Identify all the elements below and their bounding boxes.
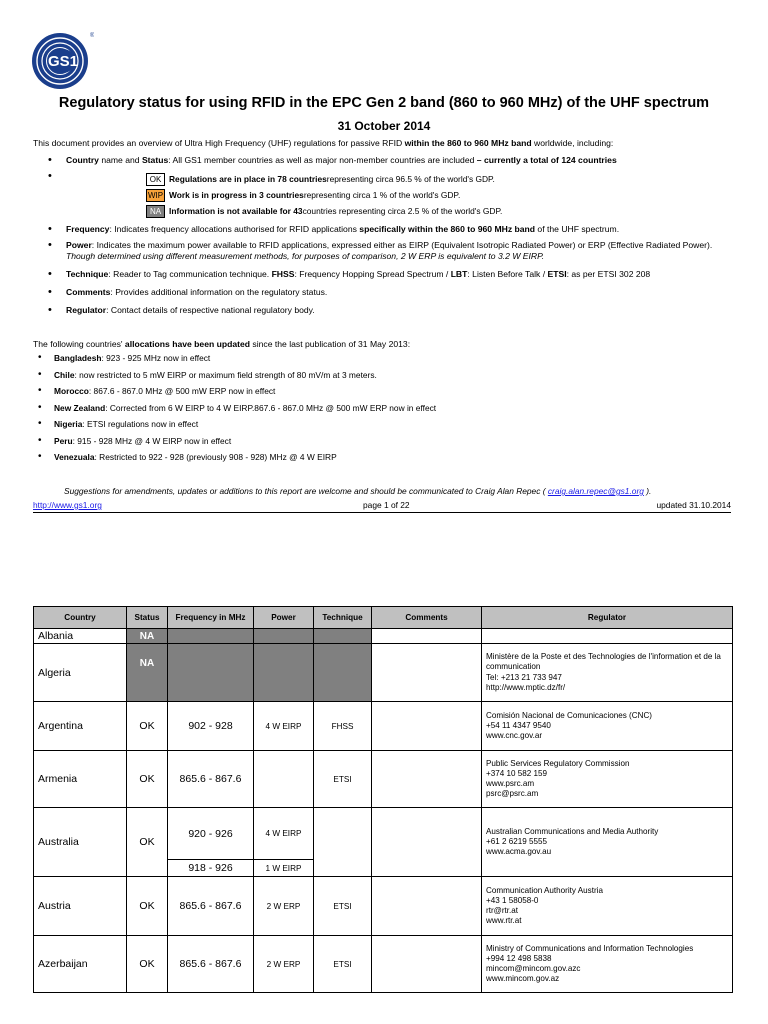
table-row [34, 808, 733, 860]
cell-regulator: Ministry of Communications and Information Technologies +994 12 498 5838 mincom@mincom.gov.azc www.mincom.gov.az [482, 936, 733, 993]
gs1-logo [30, 28, 94, 92]
cell-frequency: 865.6 - 867.6 [168, 751, 254, 808]
regulatory-table [33, 606, 733, 993]
update-item: • Bangladesh: 923 - 925 MHz now in effect [38, 352, 436, 369]
cell-frequency: 918 - 926 [168, 860, 254, 877]
cell-country: Argentina [34, 702, 127, 751]
bullet-technique: • Technique: Reader to Tag communication technique. FHSS: Frequency Hopping Spread Spectrum / LBT: Listen Before Talk / ETSI: as per ETSI 302 208 [48, 269, 738, 287]
cell-frequency: 865.6 - 867.6 [168, 936, 254, 993]
cell-technique: FHSS [314, 702, 372, 751]
cell-comments [372, 629, 482, 644]
bullet-country: • Country name and Status: All GS1 member countries as well as major non-member countries are included – currently a total of 124 countries [48, 155, 738, 171]
bullet-frequency: • Frequency: Indicates frequency allocations authorised for RFID applications specifically within the 860 to 960 MHz band of the UHF spectrum. [48, 224, 738, 240]
cell-status: OK [127, 702, 168, 751]
cell-regulator [482, 629, 733, 644]
table-row [34, 702, 733, 751]
footer-divider [33, 512, 731, 513]
cell-status: NA [127, 644, 168, 702]
cell-status: OK [127, 751, 168, 808]
suggestions-note: Suggestions for amendments, updates or additions to this report are welcome and should be communicated to Craig Alan Repec ( craig.alan.repec@gs1.org ). [64, 486, 652, 496]
update-item: • Morocco: 867.6 - 867.0 MHz @ 500 mW ERP now in effect [38, 385, 436, 402]
cell-technique [314, 808, 372, 877]
cell-power: 4 W EIRP [254, 808, 314, 860]
cell-power: 4 W EIRP [254, 702, 314, 751]
cell-power: 1 W EIRP [254, 860, 314, 877]
cell-comments [372, 644, 482, 702]
cell-comments [372, 702, 482, 751]
cell-regulator: Public Services Regulatory Commission +374 10 582 159 www.psrc.am psrc@psrc.am [482, 751, 733, 808]
cell-regulator: Ministère de la Poste et des Technologies de l'information et de la communication Tel: +213 21 733 947 http://www.mptic.dz/fr/ [482, 644, 733, 702]
table-row [34, 644, 733, 702]
cell-country: Australia [34, 808, 127, 877]
cell-frequency: 902 - 928 [168, 702, 254, 751]
cell-technique [314, 629, 372, 644]
table-row [34, 751, 733, 808]
intro-paragraph: This document provides an overview of Ultra High Frequency (UHF) regulations for passive RFID within the 860 to 960 MHz band worldwide, including: [33, 138, 614, 148]
update-item: • Venezuala: Restricted to 922 - 928 (previously 908 - 928) MHz @ 4 W EIRP [38, 451, 436, 468]
cell-technique [314, 644, 372, 702]
table-header-row [34, 607, 733, 629]
col-header-power: Power [254, 607, 314, 629]
bullet-power: • Power: Indicates the maximum power available to RFID applications, expressed either as EIRP (Equivalent Isotropic Radiated Power) or ERP (Effective Radiated Power). Though determined using different measurement methods, for purposes of comparison, 2 W ERP is equivalent to 3.2 W EIRP. [48, 240, 738, 269]
col-header-frequency: Frequency in MHz [168, 607, 254, 629]
cell-frequency [168, 644, 254, 702]
col-header-country: Country [34, 607, 127, 629]
cell-comments [372, 751, 482, 808]
update-item: • New Zealand: Corrected from 6 W EIRP to 4 W EIRP.867.6 - 867.0 MHz @ 500 mW ERP now in effect [38, 402, 436, 419]
cell-frequency [168, 629, 254, 644]
updated-date: updated 31.10.2014 [656, 500, 731, 510]
col-header-comments: Comments [372, 607, 482, 629]
status-legend-ok: OK Regulations are in place in 78 countries representing circa 96.5 % of the world's GDP. [146, 171, 502, 187]
table-row [34, 877, 733, 936]
cell-country: Azerbaijan [34, 936, 127, 993]
cell-regulator: Australian Communications and Media Authority +61 2 6219 5555 www.acma.gov.au [482, 808, 733, 877]
cell-technique: ETSI [314, 877, 372, 936]
updates-intro: The following countries' allocations have been updated since the last publication of 31 May 2013: [33, 339, 411, 349]
bullet-regulator: • Regulator: Contact details of respective national regulatory body. [48, 305, 738, 321]
update-item: • Chile: now restricted to 5 mW EIRP or maximum field strength of 80 mV/m at 3 meters. [38, 369, 436, 386]
status-legend [146, 171, 502, 219]
cell-technique: ETSI [314, 936, 372, 993]
update-item: • Nigeria: ETSI regulations now in effect [38, 418, 436, 435]
cell-country: Algeria [34, 644, 127, 702]
contact-email-link[interactable]: craig.alan.repec@gs1.org [547, 486, 644, 496]
document-date: 31 October 2014 [337, 119, 431, 133]
status-code-na: NA [146, 205, 165, 218]
cell-power: 2 W ERP [254, 877, 314, 936]
col-header-technique: Technique [314, 607, 372, 629]
cell-regulator: Communication Authority Austria +43 1 58058-0 rtr@rtr.at www.rtr.at [482, 877, 733, 936]
status-code-wip: WIP [147, 190, 164, 200]
cell-status: OK [127, 936, 168, 993]
cell-power: 2 W ERP [254, 936, 314, 993]
status-legend-wip: WIP Work is in progress in 3 countries representing circa 1 % of the world's GDP. [147, 190, 461, 200]
cell-status: NA [127, 629, 168, 644]
update-item: • Peru: 915 - 928 MHz @ 4 W EIRP now in effect [38, 435, 436, 452]
logo-text: GS1 [47, 53, 79, 70]
cell-frequency: 920 - 926 [168, 808, 254, 860]
page-footer [33, 500, 731, 512]
logo-registered-mark: ® [90, 33, 94, 39]
cell-frequency: 865.6 - 867.6 [168, 877, 254, 936]
document-title: Regulatory status for using RFID in the EPC Gen 2 band (860 to 960 MHz) of the UHF spectrum [58, 95, 710, 111]
cell-regulator: Comisión Nacional de Comunicaciones (CNC) +54 11 4347 9540 www.cnc.gov.ar [482, 702, 733, 751]
status-legend-na: NA Information is not available for 43 countries representing circa 2.5 % of the world's GDP. [146, 203, 502, 219]
cell-technique: ETSI [314, 751, 372, 808]
updated-allocations-list [38, 352, 436, 468]
gs1-website-link[interactable]: http://www.gs1.org [33, 500, 102, 510]
status-code-ok: OK [146, 173, 165, 186]
cell-comments [372, 936, 482, 993]
cell-country: Albania [34, 629, 127, 644]
table-row [34, 936, 733, 993]
bullet-comments: • Comments: Provides additional information on the regulatory status. [48, 287, 738, 305]
col-header-status: Status [127, 607, 168, 629]
cell-comments [372, 877, 482, 936]
cell-country: Austria [34, 877, 127, 936]
cell-power [254, 629, 314, 644]
cell-status: OK [127, 877, 168, 936]
cell-power [254, 751, 314, 808]
page-number: page 1 of 22 [363, 500, 410, 510]
cell-status: OK [127, 808, 168, 877]
cell-country: Armenia [34, 751, 127, 808]
cell-comments [372, 808, 482, 877]
table-row [34, 629, 733, 644]
cell-power [254, 644, 314, 702]
col-header-regulator: Regulator [482, 607, 733, 629]
